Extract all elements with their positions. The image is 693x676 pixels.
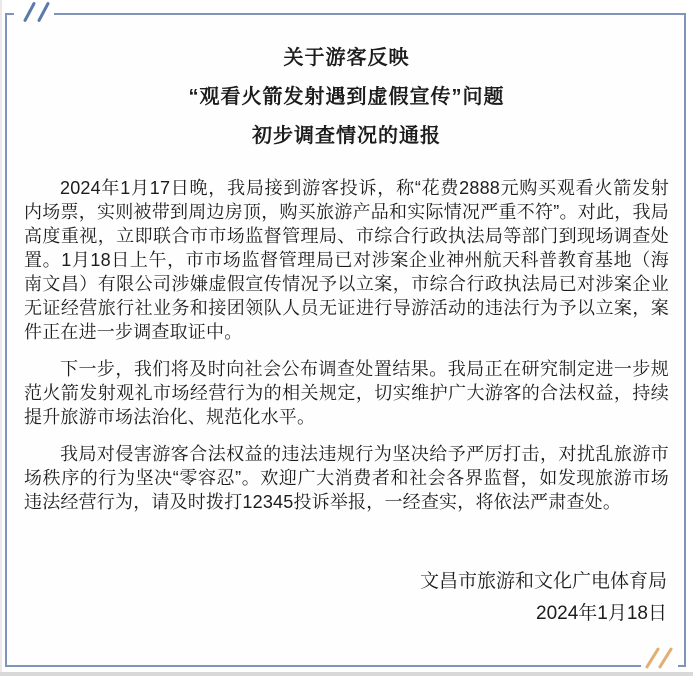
notice-signature	[24, 566, 669, 630]
left-edge-divider	[0, 0, 2, 676]
notice-content	[24, 15, 669, 630]
issue-date: 2024年1月18日	[536, 603, 667, 624]
bottom-edge-divider	[0, 672, 693, 676]
paragraph-zero-tolerance: 我局对侵害游客合法权益的违法违规行为坚决给予严厉打击，对扰乱旅游市场秩序的行为坚决“零容忍”。欢迎广大消费者和社会各界监督，如发现旅游市场违法经营行为，请及时拨打12345投诉举报，一经查实，将依法严肃查处。	[24, 444, 669, 512]
title-line-3: 初步调查情况的通报	[252, 125, 441, 147]
notice-title	[24, 39, 669, 156]
notice-body	[24, 176, 669, 514]
paragraph-investigation: 2024年1月17日晚，我局接到游客投诉，称“花费2888元购买观看火箭发射内场票，实则被带到周边房顶，购买旅游产品和实际情况严重不符”。对此，我局高度重视，立即联合市市场监督管理局、市综合行政执法局等部门到现场调查处置。1月18日上午，市市场监督管理局已对涉案企业神州航天科普教育基地（海南文昌）有限公司涉嫌虚假宣传情况予以立案，市综合行政执法局已对涉案企业无证经营旅行社业务和接团领队人员无证进行导游活动的违法行为予以立案，案件正在进一步调查取证中。	[24, 178, 669, 342]
issuing-authority: 文昌市旅游和文化广电体育局	[419, 571, 667, 592]
title-line-2: “观看火箭发射遇到虚假宣传”问题	[188, 86, 505, 108]
title-line-1: 关于游客反映	[283, 47, 410, 69]
paragraph-next-steps: 下一步，我们将及时向社会公布调查处置结果。我局正在研究制定进一步规范火箭发射观礼市场经营行为的相关规定，切实维护广大游客的合法权益，持续提升旅游市场法治化、规范化水平。	[24, 359, 669, 427]
